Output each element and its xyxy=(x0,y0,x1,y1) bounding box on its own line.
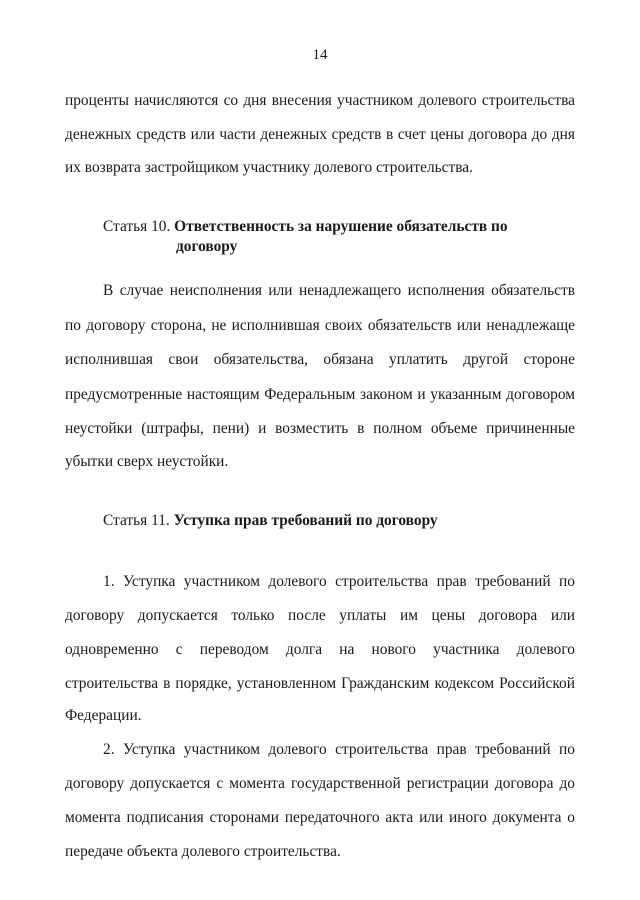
paragraph-line: Федерации. xyxy=(65,707,142,724)
article-10-heading xyxy=(103,217,508,237)
article-11-prefix: Статья 11. xyxy=(103,512,174,529)
paragraph-line: денежных средств или части денежных средств в счет цены договора до дня xyxy=(65,126,575,143)
paragraph-line: строительства в порядке, установленном Гражданским кодексом Российской xyxy=(65,675,575,692)
article-11-title: Уступка прав требований по договору xyxy=(173,512,438,529)
article-11-heading xyxy=(103,511,438,531)
paragraph-line: их возврата застройщиком участнику долевого строительства. xyxy=(65,159,473,176)
paragraph-line: 1. Уступка участником долевого строительства прав требований по xyxy=(103,573,575,590)
paragraph-line: одновременно с переводом долга на нового участника долевого xyxy=(65,641,575,658)
paragraph-line: неустойки (штрафы, пени) и возместить в полном объеме причиненные xyxy=(65,420,575,437)
paragraph-line: передаче объекта долевого строительства. xyxy=(65,843,341,860)
paragraph-line: договору допускается с момента государственной регистрации договора до xyxy=(65,775,575,792)
paragraph-line: исполнившая свои обязательства, обязана уплатить другой стороне xyxy=(65,351,575,368)
paragraph-line: проценты начисляются со дня внесения участником долевого строительства xyxy=(65,92,575,109)
paragraph-line: предусмотренные настоящим Федеральным законом и указанным договором xyxy=(65,386,575,403)
article-10-title: Ответственность за нарушение обязательств по xyxy=(174,218,508,235)
article-10-prefix: Статья 10. xyxy=(103,218,175,235)
paragraph-line: 2. Уступка участником долевого строительства прав требований по xyxy=(103,741,575,758)
paragraph-line: убытки сверх неустойки. xyxy=(65,453,229,470)
paragraph-line: по договору сторона, не исполнившая своих обязательств или ненадлежаще xyxy=(65,317,575,334)
paragraph-line: момента подписания сторонами передаточного акта или иного документа о xyxy=(65,809,575,826)
page-number: 14 xyxy=(312,47,328,63)
paragraph-line: договору допускается только после уплаты им цены договора или xyxy=(65,607,575,624)
paragraph-line: В случае неисполнения или ненадлежащего исполнения обязательств xyxy=(103,282,575,299)
article-10-title-continued: договору xyxy=(176,238,238,255)
